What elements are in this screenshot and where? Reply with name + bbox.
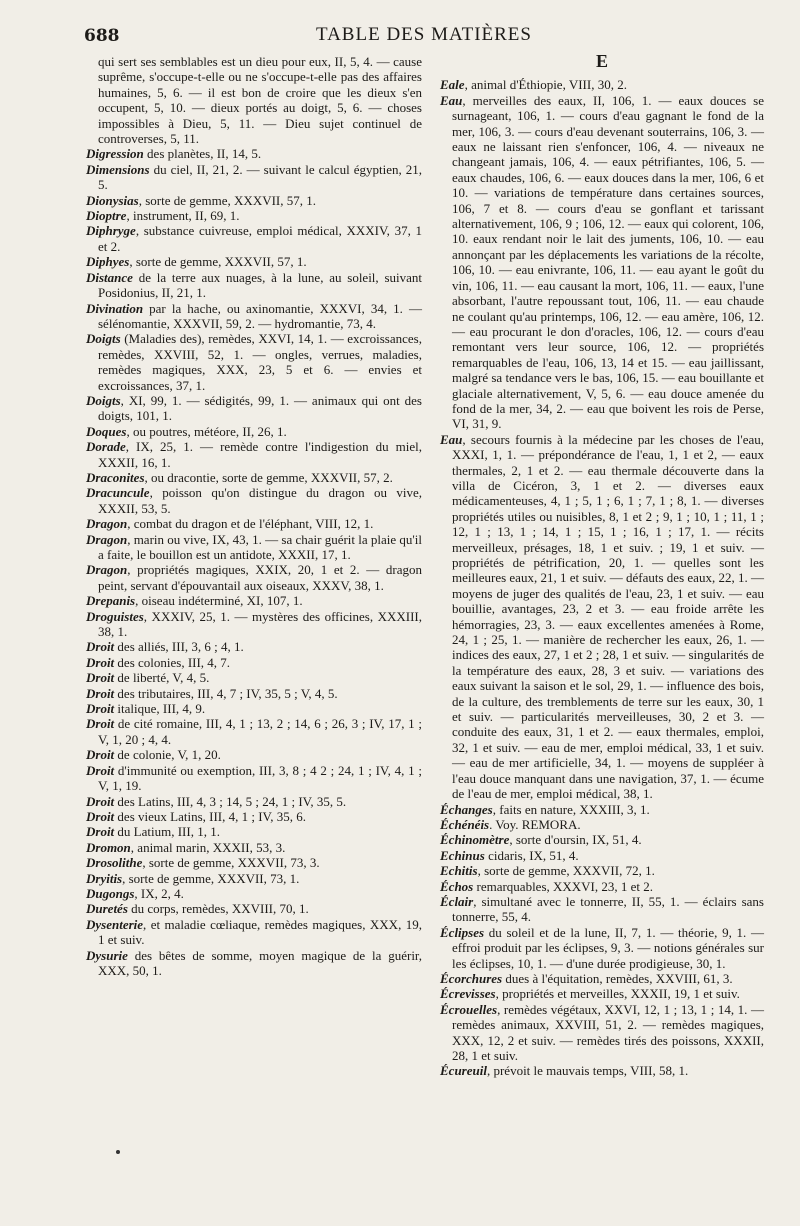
entry-text: , XI, 99, 1. — sédigités, 99, 1. — animaux qui ont des doigts, 101, 1. <box>98 392 422 424</box>
entry-headword: Dioptre <box>86 208 127 224</box>
index-entry <box>440 863 764 878</box>
index-entry <box>86 516 422 531</box>
entry-text: , propriétés magiques, XXIX, 20, 1 et 2. — dragon peint, servant d'épouvantail aux oiseaux, XXXV, 38, 1. <box>98 562 422 593</box>
index-entry <box>440 77 764 92</box>
entry-text: , sorte de gemme, XXXVII, 73, 1. <box>122 870 300 886</box>
entry-headword: Dragon <box>86 531 128 547</box>
index-entry <box>86 331 422 393</box>
entry-headword: Doigts <box>86 331 121 347</box>
entry-text: des colonies, III, 4, 7. <box>114 654 231 670</box>
entry-text: des tributaires, III, 4, 7 ; IV, 35, 5 ; V, 4, 5. <box>114 685 338 701</box>
right-entries <box>440 77 764 1078</box>
entry-text: , secours fournis à la médecine par les choses de l'eau, XXXI, 1, 1. — prépondérance de l'eau, 1, 1 et 2, — eaux thermales, 2, 1 et 2. — eau thermale découverte dans la villa de Cicéron, 3, 1 et 2. — diverses eaux médicamenteuses, 4, 1 ; 5, 1 ; 6, 1 ; 7, 1 ; 8, 1. — diverses propriétés utiles ou nuisibles, 8, 1 et 2 ; 9, 1 ; 10, 1 ; 11, 1 ; 12, 1 ; 13, 1 ; 14, 1 ; 15, 1 ; 16, 1 ; 17, 1. — récits merveilleux, présages, 18, 1 et suiv. ; 19, 1 et suiv. — propriétés de pétrification, 20, 1. — quelles sont les meilleures eaux, 21, 1 et suiv. — défauts des eaux, 22, 1. — moyens de juger des qualités de l'eau, 23, 1 et suiv. — eau bouillie, avantages, 23, 2 et 3. — eau froide arrête les hémorragies, 23, 3. — eaux excellentes amenées à Rome, 24, 1 ; 25, 1. — manière de rechercher les eaux, 26, 1. — indices des eaux, 27, 1 et 2 ; 28, 1 et suiv. — singularités de la température des eaux, 28, 3 et suiv. — variations des eaux suivant la saison et le sol, 29, 1. — influence des bois, de la culture, des tremblements de terre sur les eaux, 30, 1 et suiv. — particularités merveilleuses, 30, 2 et 3. — conduite des eaux, 31, 1 et 2. — eaux thermales, emploi, 32, 1 et suiv. — eau de mer, emploi médical, 33, 1 et suiv. — eau de mer artificielle, 34, 1. — moyens de suppléer à l'eau douce manquant dans une navigation, 37, 1. — écume de l'eau de mer, emploi médical, 38, 1. <box>452 431 764 802</box>
entry-text: , sorte d'oursin, IX, 51, 4. <box>509 832 642 848</box>
index-entry <box>440 432 764 802</box>
entry-headword: Écrouelles <box>440 1001 498 1017</box>
index-entry <box>86 639 422 654</box>
entry-headword: Droit <box>86 654 115 670</box>
index-entry <box>86 254 422 269</box>
entry-headword: Doques <box>86 423 127 439</box>
index-entry <box>86 301 422 332</box>
entry-text: , et maladie cœliaque, remèdes magiques, XXX, 19, 1 et suiv. <box>98 916 422 948</box>
entry-headword: Drosolithe <box>86 855 143 871</box>
index-entry <box>86 562 422 593</box>
entry-headword: Éclipses <box>440 924 485 940</box>
entry-text: , IX, 25, 1. — remède contre l'indigestion du miel, XXXII, 16, 1. <box>98 439 422 470</box>
entry-headword: Drepanis <box>86 593 136 609</box>
entry-text: , poisson qu'on distingue du dragon ou vive, XXXII, 53, 5. <box>98 485 422 516</box>
index-entry <box>440 879 764 894</box>
entry-text: , remèdes végétaux, XXVI, 12, 1 ; 13, 1 ; 14, 1. — remèdes animaux, XXVIII, 51, 2. — remèdes magiques, XXX, 12, 2 et suiv. — remèdes tirés des poissons, XXXII, 28, 1 et suiv. <box>452 1001 764 1063</box>
entry-headword: Droit <box>86 670 115 686</box>
index-entry <box>86 840 422 855</box>
entry-headword: Droit <box>86 747 115 763</box>
entry-headword: Droit <box>86 685 115 701</box>
entry-text: des alliés, III, 3, 6 ; 4, 1. <box>114 639 244 655</box>
entry-headword: Dragon <box>86 562 128 578</box>
entry-headword: Droit <box>86 701 115 717</box>
entry-text: de cité romaine, III, 4, 1 ; 13, 2 ; 14, 6 ; 26, 3 ; IV, 17, 1 ; V, 1, 20 ; 4, 4. <box>98 716 422 747</box>
index-entry <box>440 93 764 432</box>
entry-text: d'immunité ou exemption, III, 3, 8 ; 4 2 ; 24, 1 ; IV, 4, 1 ; V, 1, 19. <box>98 762 422 794</box>
entry-headword: Droit <box>86 793 115 809</box>
index-entry <box>86 855 422 870</box>
entry-text: , sorte de gemme, XXXVII, 57, 1. <box>129 254 307 270</box>
index-entry <box>86 701 422 716</box>
entry-headword: Dionysias <box>86 192 139 208</box>
index-entry <box>440 986 764 1001</box>
index-entry <box>86 485 422 516</box>
entry-text: des bêtes de somme, moyen magique de la guérir, XXX, 50, 1. <box>98 947 422 978</box>
entry-headword: Échinomètre <box>440 832 510 848</box>
entry-headword: Droit <box>86 808 115 824</box>
entry-headword: Eau <box>440 431 463 447</box>
index-entry <box>86 162 422 193</box>
entry-text: des Latins, III, 4, 3 ; 14, 5 ; 24, 1 ; IV, 35, 5. <box>114 793 347 809</box>
right-column <box>440 51 764 1079</box>
entry-headword: Droit <box>86 639 115 655</box>
entry-text: de la terre aux nuages, à la lune, au soleil, suivant Posidonius, II, 21, 1. <box>98 269 422 301</box>
entry-headword: Dysenterie <box>86 916 144 932</box>
index-entry <box>86 393 422 424</box>
entry-headword: Droit <box>86 762 115 778</box>
entry-text: , animal d'Éthiopie, VIII, 30, 2. <box>464 77 627 93</box>
entry-headword: Dysurie <box>86 947 128 963</box>
entry-text: italique, III, 4, 9. <box>114 701 206 717</box>
entry-text: du corps, remèdes, XXVIII, 70, 1. <box>127 901 309 917</box>
entry-text: du Latium, III, 1, 1. <box>114 824 220 840</box>
entry-text: par la hache, ou axinomantie, XXXVI, 34, 1. — sélénomantie, XXXVII, 59, 2. — hydromantie, 73, 4. <box>98 300 422 331</box>
index-entry <box>86 439 422 470</box>
entry-text: , faits en nature, XXXIII, 3, 1. <box>492 801 650 817</box>
entry-text: (Maladies des), remèdes, XXVI, 14, 1. — excroissances, remèdes, XXVIII, 52, 1. — ongles, verrues, maladies, remèdes magiques, XXX, 23, 5 et 6. — envies et excroissances, 37, 1. <box>98 331 422 393</box>
index-entry <box>86 54 422 146</box>
index-entry <box>86 809 422 824</box>
index-entry <box>86 270 422 301</box>
index-entry <box>440 832 764 847</box>
entry-text: , oiseau indéterminé, XI, 107, 1. <box>135 593 303 609</box>
index-entry <box>440 925 764 971</box>
index-entry <box>86 824 422 839</box>
index-entry <box>86 871 422 886</box>
entry-headword: Eau <box>440 92 463 108</box>
entry-headword: Diphryge <box>86 223 136 239</box>
index-entry <box>86 208 422 223</box>
section-letter: E <box>595 51 608 71</box>
entry-text: , merveilles des eaux, II, 106, 1. — eaux douces se surnageant, 106, 1. — cours d'eau gagnant le fond de la mer, 106, 3. — cours d'eau devenant souterrains, 106, 3. — eaux ne laissant rien s'enfoncer, 106, 4. — niveaux ne changeant jamais, 106, 4. — eaux pétrifiantes, 106, 5. — eaux chaudes, 106, 6. — eaux douces dans la mer, 106, 6 et 10. — variations de température dans certaines sources, 106, 7 et 8. — cours d'eau se gonflant et tarissant alternativement, 106, 9 ; 106, 12. — eaux qui colorent, 106, 10. eaux rendant noir le lait des juments, 106, 10. — eau annonçant par les déplacements les variations de la récolte, 106, 10. — eau enivrante, 106, 11. — eau ayant le goût du vin, 106, 11. — eau causant la mort, 106, 11. — eaux, l'une absorbant, l'autre repoussant tout, 106, 11. — eau chaude ne coulant qu'au printemps, 106, 12. — eau amère, 106, 12. — eau procurant le don d'oracles, 106, 12. — cours d'eau remontant vers leur source, 106, 12. — propriétés remarquables de l'eau, 106, 13, 14 et 15. — eau jaillissant, malgré sa tendance vers le bas, 106, 15. — eau bouillante et glaciale alternativement, V, 5, 6. — eau douce amenée du fond de la mer, 34, 2. — eau que boivent les rois de Perse, VI, 31, 9. <box>452 92 764 432</box>
ink-dot <box>116 1150 120 1154</box>
entry-headword: Divination <box>86 300 144 316</box>
entry-headword: Duretés <box>86 901 128 917</box>
index-entry <box>86 670 422 685</box>
entry-headword: Echitis <box>440 863 478 879</box>
page-number: 688 <box>84 26 120 46</box>
entry-headword: Droguistes <box>86 608 144 624</box>
entry-headword: Digression <box>86 146 144 162</box>
index-entry <box>440 1063 764 1078</box>
index-entry <box>440 894 764 925</box>
entry-text: du ciel, II, 21, 2. — suivant le calcul égyptien, 21, 5. <box>98 161 422 193</box>
entry-headword: Dragon <box>86 516 128 532</box>
index-entry <box>86 886 422 901</box>
index-entry <box>86 901 422 916</box>
entry-headword: Écrevisses <box>440 986 496 1002</box>
entry-text: , simultané avec le tonnerre, II, 55, 1. — éclairs sans tonnerre, 55, 4. <box>452 893 764 925</box>
entry-headword: Dromon <box>86 839 131 855</box>
entry-headword: Écorchures <box>440 970 503 986</box>
entry-headword: Distance <box>86 269 133 285</box>
index-entry <box>86 424 422 439</box>
index-entry <box>86 948 422 979</box>
entry-headword: Éclair <box>440 893 474 909</box>
entry-text: , combat du dragon et de l'éléphant, VIII, 12, 1. <box>127 516 374 532</box>
entry-text: , sorte de gemme, XXXVII, 73, 3. <box>142 855 320 871</box>
entry-headword: Droit <box>86 716 115 732</box>
index-entry <box>86 223 422 254</box>
entry-text: cidaris, IX, 51, 4. <box>484 847 579 863</box>
running-title: TABLE DES MATIÈRES <box>316 24 532 45</box>
left-column <box>86 54 422 978</box>
entry-text: dues à l'équitation, remèdes, XXVIII, 61, 3. <box>502 970 733 986</box>
entry-headword: Dugongs <box>86 885 135 901</box>
entry-headword: Eale <box>440 77 465 93</box>
index-entry <box>86 593 422 608</box>
entry-text: des planètes, II, 14, 5. <box>143 146 262 162</box>
entry-text: , propriétés et merveilles, XXXII, 19, 1 et suiv. <box>495 986 740 1002</box>
entry-headword: Droit <box>86 824 115 840</box>
index-entry <box>440 1002 764 1064</box>
entry-text: remarquables, XXXVI, 23, 1 et 2. <box>473 878 654 894</box>
entry-text: . Voy. REMORA. <box>489 816 581 832</box>
entry-text: , XXXIV, 25, 1. — mystères des officines, XXXIII, 38, 1. <box>98 608 422 640</box>
entry-headword: Diphyes <box>86 254 130 270</box>
index-entry <box>86 763 422 794</box>
index-entry <box>86 146 422 161</box>
entry-headword: Doigts <box>86 392 121 408</box>
entry-text: , instrument, II, 69, 1. <box>126 208 240 224</box>
entry-text: , sorte de gemme, XXXVII, 72, 1. <box>477 863 655 879</box>
index-entry <box>86 532 422 563</box>
entry-headword: Dryitis <box>86 870 123 886</box>
entry-headword: Échanges <box>440 801 493 817</box>
entry-text: de liberté, V, 4, 5. <box>114 670 210 686</box>
index-entry <box>86 609 422 640</box>
entry-headword: Échénéis <box>440 816 490 832</box>
index-entry <box>86 747 422 762</box>
page-header <box>84 22 764 52</box>
entry-headword: Écureuil <box>440 1063 487 1079</box>
entry-headword: Échos <box>440 878 474 894</box>
index-entry <box>86 655 422 670</box>
entry-text: , marin ou vive, IX, 43, 1. — sa chair guérit la plaie qu'il a faite, le bouillon est un antidote, XXXII, 17, 1. <box>98 531 422 562</box>
index-entry <box>440 802 764 817</box>
index-entry <box>86 470 422 485</box>
entry-text: de colonie, V, 1, 20. <box>114 747 221 763</box>
entry-text: du soleil et de la lune, II, 7, 1. — théorie, 9, 1. — effroi produit par les éclipses, 9, 3. — notions générales sur les éclipses, 10, 1. — d'une durée prodigieuse, 30, 1. <box>452 924 764 971</box>
entry-text: , prévoit le mauvais temps, VIII, 58, 1. <box>486 1063 689 1079</box>
entry-text: qui sert ses semblables est un dieu pour eux, II, 5, 4. — cause suprême, s'occupe-t-elle ou ne s'occupe-t-elle pas des affaires humaines, 5, 6. — il est bon de croire que les dieux s'en occupent, 5, 10. — dieux portés au doigt, 5, 6. — choses impossibles à Dieu, 5, 11. — Dieu sujet continuel de controverses, 5, 11. <box>98 54 422 147</box>
index-entry <box>440 848 764 863</box>
entry-text: , ou poutres, météore, II, 26, 1. <box>126 423 287 439</box>
index-entry <box>86 794 422 809</box>
entry-text: , substance cuivreuse, emploi médical, XXXIV, 37, 1 et 2. <box>98 223 422 254</box>
index-entry <box>86 716 422 747</box>
entry-text: , sorte de gemme, XXXVII, 57, 1. <box>138 192 316 208</box>
index-entry <box>86 917 422 948</box>
entry-text: , ou dracontie, sorte de gemme, XXXVII, 57, 2. <box>144 469 393 485</box>
entry-headword: Dimensions <box>86 161 150 177</box>
entry-text: , animal marin, XXXII, 53, 3. <box>130 839 286 855</box>
entry-headword: Echinus <box>440 847 485 863</box>
index-entry <box>440 817 764 832</box>
entry-headword: Draconites <box>86 469 145 485</box>
entry-headword: Dorade <box>86 439 126 455</box>
index-entry <box>440 971 764 986</box>
index-entry <box>86 193 422 208</box>
entry-text: , IX, 2, 4. <box>134 885 184 901</box>
entry-text: des vieux Latins, III, 4, 1 ; IV, 35, 6. <box>114 808 307 824</box>
index-entry <box>86 686 422 701</box>
entry-headword: Dracuncule <box>86 485 150 501</box>
